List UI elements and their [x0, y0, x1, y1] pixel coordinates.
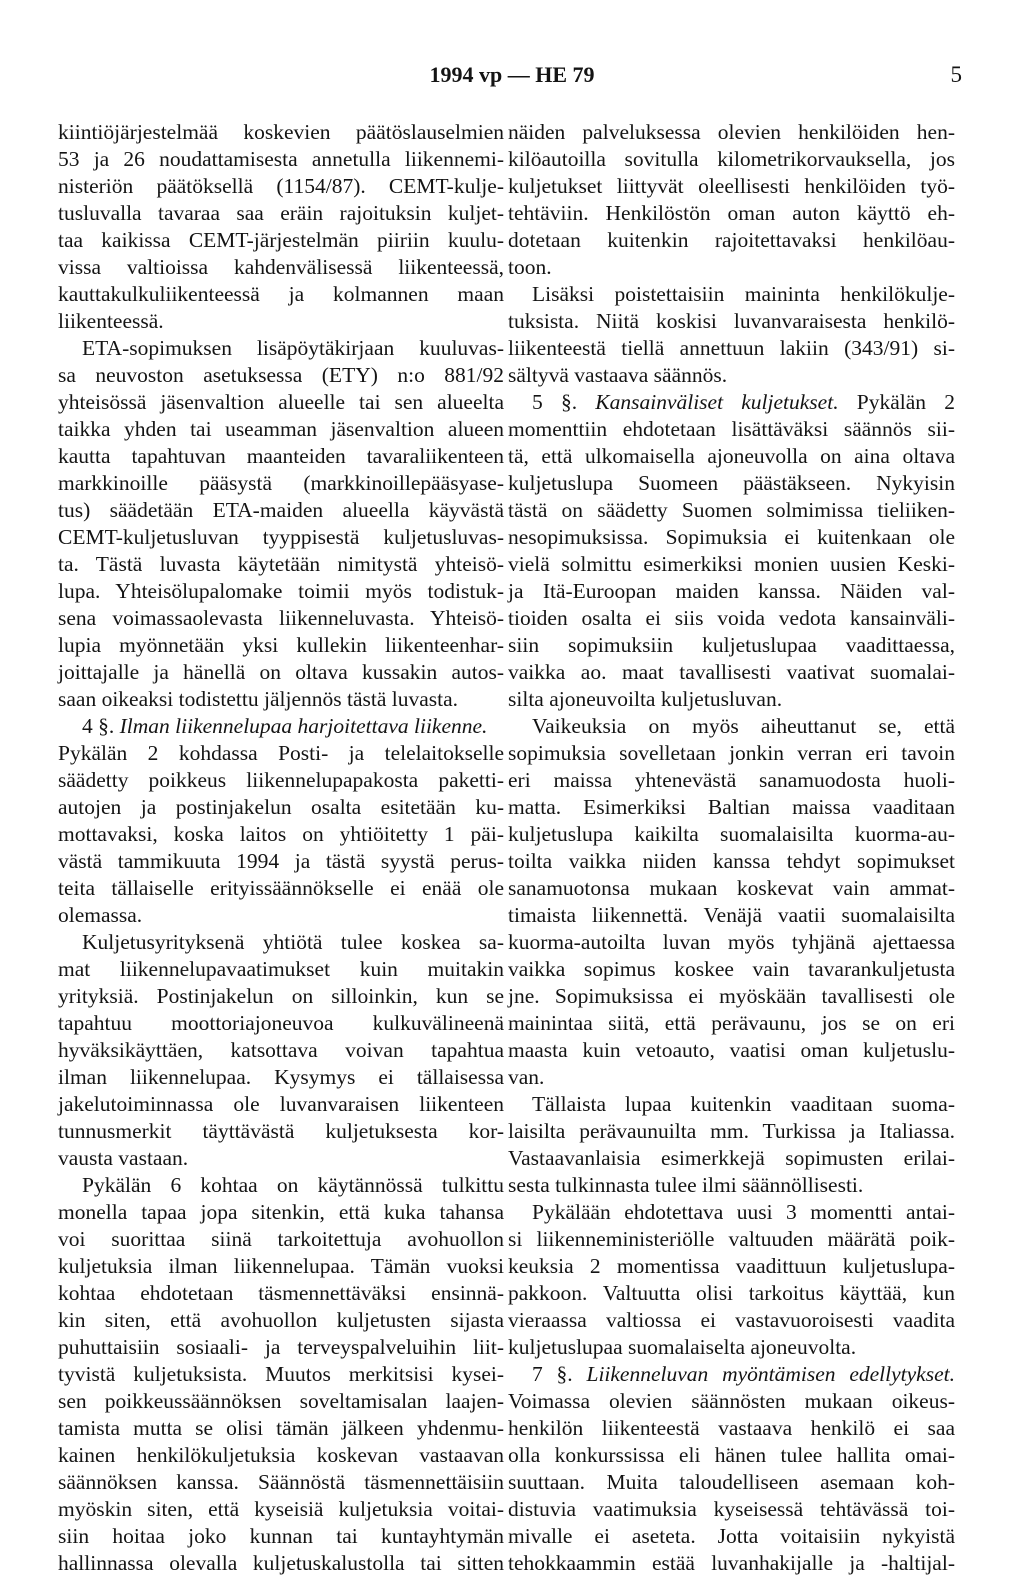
text-line: toon.: [508, 255, 552, 279]
text-line: tehtäviin. Henkilöstön oman auton käyttö eh-: [508, 201, 955, 225]
text-line: yrityksiä. Postinjakelun on silloinkin, kun se: [58, 984, 504, 1008]
running-title: 1994 vp — HE 79: [429, 62, 595, 87]
text-line: [58, 713, 504, 740]
text-line: liikenteestä tiellä annettuun lakiin (343/91) si-: [508, 336, 955, 360]
text-line: kautta tapahtuvan maanteiden tavaraliikenteen: [58, 444, 504, 468]
text-line: ilman liikennelupaa. Kysymys ei tällaisessa: [58, 1065, 504, 1089]
text-line: vissa valtioissa kahdenvälisessä liikenteessä,: [58, 255, 504, 279]
text-line: kuorma-autoilta luvan myös tyhjänä ajettaessa: [508, 930, 955, 954]
text-line: tyvistä kuljetuksista. Muutos merkitsisi kysei-: [58, 1362, 504, 1386]
text-line: Vastaavanlaisia esimerkkejä sopimusten erilai-: [508, 1146, 955, 1170]
text-line: tusluvalla tavaraa saa eräin rajoituksin kuljet-: [58, 201, 504, 225]
text-line: tus) säädetään ETA-maiden alueella käyvästä: [58, 498, 504, 522]
text-line: toilta vaikka niiden kanssa tehdyt sopimukset: [508, 849, 955, 873]
text-line: [508, 1361, 955, 1388]
text-line: CEMT-kuljetusluvan tyyppisestä kuljetusluvas-: [58, 525, 504, 549]
text-line: keuksia 2 momentissa vaadittuun kuljetuslupa-: [508, 1254, 955, 1278]
text-line: Pykälän 2 kohdassa Posti- ja telelaitokselle: [58, 741, 504, 765]
text-line: sesta tulkinnasta tulee ilmi säännöllisesti.: [508, 1173, 864, 1197]
text-line: van.: [508, 1065, 545, 1089]
text-line: Pykälän 6 kohtaa on käytännössä tulkittu: [82, 1173, 504, 1197]
text-line: voi suorittaa siinä tarkoitettuja avohuollon: [58, 1227, 504, 1251]
text-line: olemassa.: [58, 903, 143, 927]
text-line: tunnusmerkit täyttävästä kuljetuksesta kor-: [58, 1119, 504, 1143]
right-column: [508, 119, 955, 1577]
text-line: siin sopimuksiin kuljetuslupaa vaadittaessa,: [508, 633, 955, 657]
text-line: Kuljetusyrityksenä yhtiötä tulee koskea sa-: [82, 930, 504, 954]
text-line: si liikenneministeriölle valtuuden määrätä poik-: [508, 1227, 955, 1251]
text-line: vausta vastaan.: [58, 1146, 189, 1170]
text-line: vaikka ao. maat tavallisesti vaativat suomalai-: [508, 660, 955, 684]
text-line: henkilön liikenteestä vastaava henkilö ei saa: [508, 1416, 955, 1440]
text-line: sältyvä vastaava säännös.: [508, 363, 728, 387]
text-line: [508, 389, 955, 416]
text-line: 53 ja 26 noudattamisesta annetulla liikennemi-: [58, 147, 504, 171]
text-line: sopimuksia sovelletaan jonkin verran eri tavoin: [508, 741, 955, 765]
text-line: mivalle ei aseteta. Jotta voitaisiin nykyistä: [508, 1524, 955, 1548]
text-line: timaista liikennettä. Venäjä vaatii suomalaisilta: [508, 903, 955, 927]
text-line: tästä on säädetty Suomen solmimissa tieliiken-: [508, 498, 955, 522]
text-line: saan oikeaksi todistettu jäljennös tästä luvasta.: [58, 687, 459, 711]
text-line: kauttakulkuliikenteessä ja kolmannen maan: [58, 282, 504, 306]
text-line: momenttiin ehdotetaan lisättäväksi säännös sii-: [508, 417, 955, 441]
text-line: tä, että ulkomaisella ajoneuvolla on aina oltava: [508, 444, 955, 468]
text-line: mat liikennelupavaatimukset kuin muitakin: [58, 957, 504, 981]
text-line: Vaikeuksia on myös aiheuttanut se, että: [532, 714, 955, 738]
text-line: distuvia vaatimuksia kyseisessä tehtävässä toi-: [508, 1497, 955, 1521]
text-line: silta ajoneuvoilta kuljetusluvan.: [508, 687, 783, 711]
text-line: säädetty poikkeus liikennelupapakosta paketti-: [58, 768, 504, 792]
text-line: säännöksen kanssa. Säännöstä täsmennettäisiin: [58, 1470, 504, 1494]
section-text: 5 §.: [532, 390, 596, 414]
text-line: liikenteessä.: [58, 309, 164, 333]
text-line: suuttaan. Muita taloudelliseen asemaan koh-: [508, 1470, 955, 1494]
section-text: 4 §.: [82, 714, 120, 738]
text-line: kuljetuksia ilman liikennelupaa. Tämän vuoksi: [58, 1254, 504, 1278]
text-line: Pykälään ehdotettava uusi 3 momentti antai-: [532, 1200, 955, 1224]
text-line: kohtaa ehdotetaan täsmennettäväksi ensinnä-: [58, 1281, 504, 1305]
text-line: kuljetuslupa kaikilta suomalaisilta kuorma-au-: [508, 822, 955, 846]
text-line: tioiden osalta ei siis voida vedota kansainväli-: [508, 606, 955, 630]
text-line: kainen henkilökuljetuksia koskevan vastaavan: [58, 1443, 504, 1467]
text-line: hyväksikäyttäen, katsottava voivan tapahtua: [58, 1038, 504, 1062]
text-line: Lisäksi poistettaisiin maininta henkilökulje-: [532, 282, 955, 306]
text-line: kuljetukset liittyvät oleellisesti henkilöiden työ-: [508, 174, 955, 198]
text-line: ja Itä-Euroopan maiden kanssa. Näiden val-: [508, 579, 955, 603]
text-line: näiden palveluksessa olevien henkilöiden hen-: [508, 120, 955, 144]
section-heading-italic: Kansainväliset kuljetukset.: [595, 390, 839, 414]
left-column: [58, 119, 504, 1577]
page-header: [0, 62, 1024, 90]
text-line: markkinoille pääsystä (markkinoillepääsyase-: [58, 471, 504, 495]
text-line: jakelutoiminnassa ole luvanvaraisen liikenteen: [58, 1092, 504, 1116]
section-heading-italic: Ilman liikennelupaa harjoitettava liikenne.: [119, 714, 488, 738]
text-line: matta. Esimerkiksi Baltian maissa vaaditaan: [508, 795, 955, 819]
text-line: tamista mutta se olisi tämän jälkeen yhdenmu-: [58, 1416, 504, 1440]
text-line: monella tapaa jopa sitenkin, että kuka tahansa: [58, 1200, 504, 1224]
text-line: ta. Tästä luvasta käytetään nimitystä yhteisö-: [58, 552, 504, 576]
text-line: sen poikkeussäännöksen soveltamisalan laajen-: [58, 1389, 504, 1413]
text-line: myöskin siten, että kyseisiä kuljetuksia voitai-: [58, 1497, 504, 1521]
text-line: kuljetuslupa Suomeen päästäkseen. Nykyisin: [508, 471, 955, 495]
text-line: kuljetuslupaa suomalaiselta ajoneuvolta.: [508, 1335, 857, 1359]
text-line: vielä solmittu esimerkiksi monien uusien Keski-: [508, 552, 955, 576]
text-line: Voimassa olevien säännösten mukaan oikeus-: [508, 1389, 955, 1413]
text-line: mainintaa siitä, että perävaunu, jos se on eri: [508, 1011, 955, 1035]
text-line: sanamuotonsa mukaan koskevat vain ammat-: [508, 876, 955, 900]
text-line: hallinnassa olevalla kuljetuskalustolla tai sitten: [58, 1551, 504, 1575]
text-line: taikka yhden tai useamman jäsenvaltion alueen: [58, 417, 504, 441]
page-number: 5: [950, 62, 962, 87]
text-line: teita tällaiselle erityissäännökselle ei enää ole: [58, 876, 504, 900]
text-line: tuksista. Niitä koskisi luvanvaraisesta henkilö-: [508, 309, 955, 333]
text-line: siin hoitaa joko kunnan tai kuntayhtymän: [58, 1524, 504, 1548]
text-line: vieraassa valtiossa ei vastavuoroisesti vaadita: [508, 1308, 955, 1332]
text-line: Tällaista lupaa kuitenkin vaaditaan suoma-: [532, 1092, 955, 1116]
section-text: 7 §.: [532, 1362, 587, 1386]
text-line: nesopimuksissa. Sopimuksia ei kuitenkaan ole: [508, 525, 955, 549]
text-line: laisilta perävaunuilta mm. Turkissa ja Italiassa.: [508, 1119, 955, 1143]
text-line: dotetaan kuitenkin rajoitettavaksi henkilöau-: [508, 228, 955, 252]
text-line: sa neuvoston asetuksessa (ETY) n:o 881/92: [58, 363, 504, 387]
text-line: autojen ja postinjakelun osalta esitetään ku-: [58, 795, 504, 819]
text-line: ETA-sopimuksen lisäpöytäkirjaan kuuluvas-: [82, 336, 504, 360]
text-line: nisteriön päätöksellä (1154/87). CEMT-kulje-: [58, 174, 504, 198]
text-line: yhteisössä jäsenvaltion alueelle tai sen alueelta: [58, 390, 504, 414]
text-line: kiintiöjärjestelmää koskevien päätöslauselmien: [58, 120, 504, 144]
text-line: taa kaikissa CEMT-järjestelmän piiriin kuulu-: [58, 228, 504, 252]
text-line: kin siten, että avohuollon kuljetusten sijasta: [58, 1308, 504, 1332]
text-line: kilöautoilla sovitulla kilometrikorvauksella, jos: [508, 147, 955, 171]
text-line: jne. Sopimuksissa ei myöskään tavallisesti ole: [508, 984, 955, 1008]
text-line: olla konkurssissa eli hänen tulee hallita omai-: [508, 1443, 955, 1467]
text-line: sena voimassaolevasta liikenneluvasta. Yhteisö-: [58, 606, 504, 630]
text-line: mottavaksi, koska laitos on yhtiöitetty 1 päi-: [58, 822, 504, 846]
text-line: lupa. Yhteisölupalomake toimii myös todistuk-: [58, 579, 504, 603]
text-line: maasta kuin vetoauto, vaatisi oman kuljetuslu-: [508, 1038, 955, 1062]
text-line: västä tammikuuta 1994 ja tästä syystä perus-: [58, 849, 504, 873]
text-line: tehokkaammin estää luvanhakijalle ja -haltijal-: [508, 1551, 955, 1575]
text-line: tapahtuu moottoriajoneuvoa kulkuvälineenä: [58, 1011, 504, 1035]
text-line: lupia myönnetään yksi kullekin liikenteenhar-: [58, 633, 504, 657]
text-line: joittajalle ja hänellä on oltava kussakin autos-: [58, 660, 504, 684]
section-text: Pykälän 2: [838, 390, 955, 414]
text-line: eri maissa yhtenevästä sanamuodosta huoli-: [508, 768, 955, 792]
text-line: pakkoon. Valtuutta olisi tarkoitus käyttää, kun: [508, 1281, 955, 1305]
text-line: puhuttaisiin sosiaali- ja terveyspalveluihin liit-: [58, 1335, 504, 1359]
text-line: vaikka sopimus koskee vain tavarankuljetusta: [508, 957, 955, 981]
section-heading-italic: Liikenneluvan myöntämisen edellytykset.: [586, 1362, 955, 1386]
